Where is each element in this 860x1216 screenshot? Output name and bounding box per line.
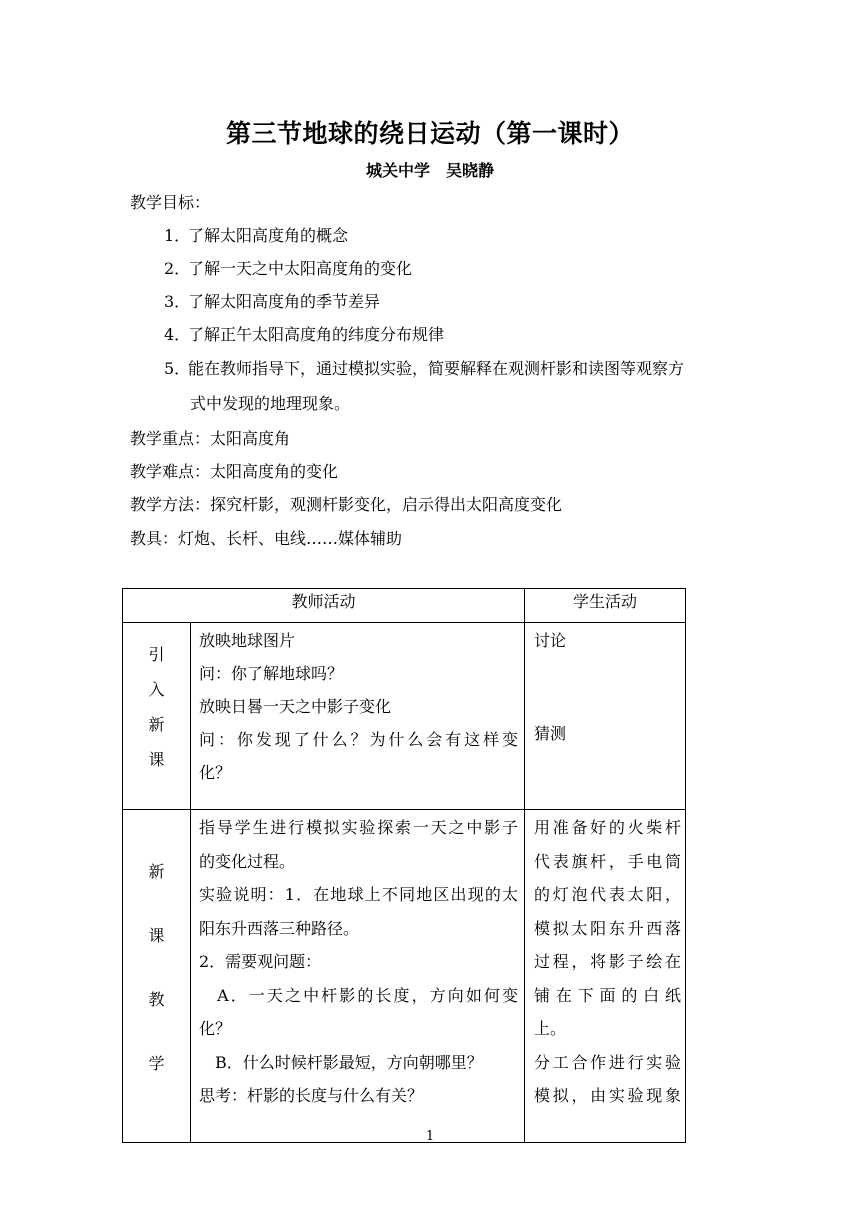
objective-number: 4． xyxy=(164,325,191,344)
key-point: 教学重点：太阳高度角 xyxy=(130,429,291,448)
objective-text: 了解正午太阳高度角的纬度分布规律 xyxy=(188,325,445,344)
text-line: 化？ xyxy=(199,763,232,782)
table-header-row xyxy=(123,589,686,623)
teacher-activity-intro xyxy=(191,623,525,810)
text-line: 过程，将影子绘在 xyxy=(534,952,682,971)
text-line: 指导学生进行模拟实验探索一天之中影子 xyxy=(199,818,519,837)
objective-item xyxy=(164,292,380,312)
text-line: 问：你发现了什么？为什么会有这样变 xyxy=(199,730,519,749)
objective-item xyxy=(164,325,444,345)
objectives-heading: 教学目标： xyxy=(130,193,211,212)
header-student: 学生活动 xyxy=(525,589,686,623)
objective-text: 了解一天之中太阳高度角的变化 xyxy=(188,259,413,278)
text-line: A．一天之中杆影的长度，方向如何变 xyxy=(199,985,519,1005)
objective-item xyxy=(164,359,684,379)
section-char: 课 xyxy=(148,926,165,945)
objective-item xyxy=(164,259,412,279)
section-char: 教 xyxy=(148,990,165,1009)
section-label-intro xyxy=(123,623,191,810)
objective-number: 2． xyxy=(164,259,191,278)
text-line: 讨论 xyxy=(534,631,567,650)
teacher-activity-new xyxy=(191,810,525,1143)
document-title: 第三节地球的绕日运动（第一课时） xyxy=(225,119,634,148)
objective-number: 3． xyxy=(164,292,191,311)
section-char: 引 xyxy=(148,645,165,664)
header-teacher: 教师活动 xyxy=(123,589,525,623)
text-line: 代表旗杆，手电筒 xyxy=(534,851,682,871)
objective-continuation: 式中发现的地理现象。 xyxy=(190,394,351,413)
text-line: 模拟，由实验现象 xyxy=(534,1086,682,1105)
text-line: B．什么时候杆影最短，方向朝哪里？ xyxy=(199,1052,483,1072)
text-line: 问：你了解地球吗？ xyxy=(199,664,344,683)
section-char: 入 xyxy=(148,680,165,699)
objective-text: 了解太阳高度角的概念 xyxy=(188,226,349,245)
text-line: 猜测 xyxy=(534,724,567,743)
objective-number: 5． xyxy=(164,359,191,378)
objective-number: 1． xyxy=(164,226,191,245)
teaching-tools: 教具：灯炮、长杆、电线……媒体辅助 xyxy=(130,529,403,548)
text-line: 2．需要观问题： xyxy=(199,952,322,971)
author-line: 城关中学 吴晓静 xyxy=(365,161,494,180)
objective-item xyxy=(164,226,348,246)
page-number: 1 xyxy=(425,1129,435,1144)
section-char: 学 xyxy=(148,1054,165,1073)
student-activity-intro xyxy=(525,623,686,810)
text-line: 实验说明：1．在地球上不同地区出现的太 xyxy=(199,885,519,904)
text-line: 化？ xyxy=(199,1019,232,1038)
text-line: 放映日晷一天之中影子变化 xyxy=(199,697,392,716)
section-char: 新 xyxy=(148,862,165,881)
objective-text: 了解太阳高度角的季节差异 xyxy=(188,292,381,311)
student-activity-new xyxy=(525,810,686,1143)
teaching-method: 教学方法：探究杆影，观测杆影变化，启示得出太阳高度变化 xyxy=(130,495,563,514)
text-line: 用准备好的火柴杆 xyxy=(534,818,682,837)
text-line: 模拟太阳东升西落 xyxy=(534,918,682,938)
section-label-new xyxy=(123,810,191,1143)
text-line: 思考：杆影的长度与什么有关？ xyxy=(199,1086,424,1105)
lesson-table xyxy=(122,588,686,1143)
table-row-new xyxy=(123,810,686,1143)
text-line: 铺在下面的白纸 xyxy=(534,985,682,1005)
text-line: 分工合作进行实验 xyxy=(534,1052,682,1072)
text-line: 的灯泡代表太阳， xyxy=(534,885,682,904)
table-row-intro xyxy=(123,623,686,810)
text-line: 上。 xyxy=(534,1019,567,1038)
objective-text: 能在教师指导下，通过模拟实验，简要解释在观测杆影和读图等观察方 xyxy=(188,359,685,378)
section-char: 新 xyxy=(148,715,165,734)
text-line: 阳东升西落三种路径。 xyxy=(199,918,360,938)
text-line: 的变化过程。 xyxy=(199,851,296,871)
section-char: 课 xyxy=(148,750,165,769)
text-line: 放映地球图片 xyxy=(199,631,296,650)
difficulty: 教学难点：太阳高度角的变化 xyxy=(130,462,339,481)
